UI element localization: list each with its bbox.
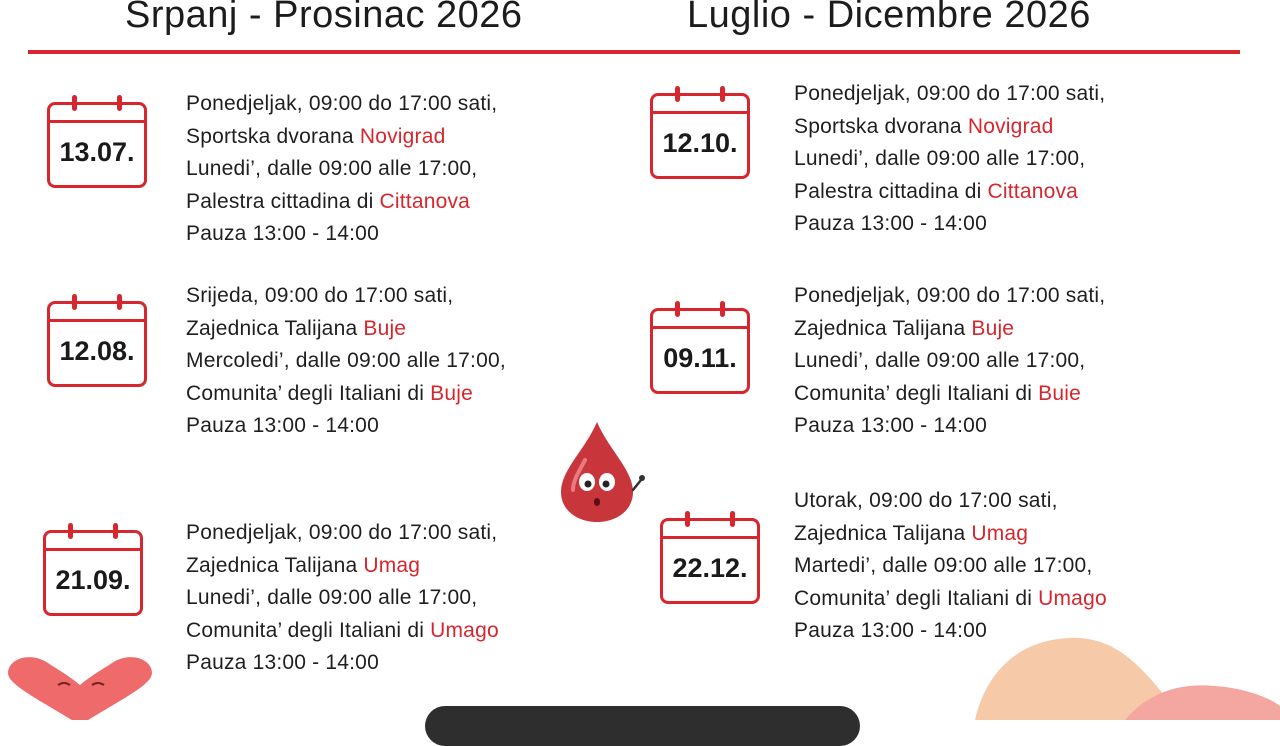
event-line: Lunedi’, dalle 09:00 alle 17:00, (794, 349, 1086, 373)
calendar-icon (47, 102, 147, 188)
event-details (794, 78, 1105, 241)
event-line: Lunedi’, dalle 09:00 alle 17:00, (186, 586, 478, 610)
event-city: Novigrad (359, 124, 446, 148)
event-line: Lunedi’, dalle 09:00 alle 17:00, (186, 157, 478, 181)
event-line: Martedi’, dalle 09:00 alle 17:00, (794, 554, 1093, 578)
event-line: Ponedjeljak, 09:00 do 17:00 sati, (186, 92, 498, 115)
event-city: Buje (971, 316, 1015, 340)
event-details (186, 88, 497, 251)
decorative-blob (975, 636, 1280, 720)
event-line: Comunita’ degli Italiani di Buie (794, 381, 1081, 405)
event-line: Sportska dvorana Novigrad (794, 114, 1054, 138)
bottom-banner (425, 706, 860, 746)
event-date: 21.09. (55, 565, 131, 595)
event-line: Comunita’ degli Italiani di Umago (186, 618, 499, 642)
event-line: Sportska dvorana Novigrad (186, 124, 446, 148)
event-city: Buje (430, 381, 473, 405)
calendar-icon (43, 530, 143, 616)
event-details (186, 280, 506, 443)
heading-italian: Luglio - Dicembre 2026 (687, 0, 1091, 36)
event-city: Buje (363, 316, 407, 340)
event-line: Comunita’ degli Italiani di Buje (186, 381, 473, 405)
event-line: Mercoledi’, dalle 09:00 alle 17:00, (186, 349, 506, 373)
event-line: Ponedjeljak, 09:00 do 17:00 sati, (186, 521, 498, 544)
event-date: 12.10. (662, 128, 738, 158)
event-date: 09.11. (663, 343, 737, 373)
event-line: Zajednica Talijana Umag (794, 521, 1029, 545)
event-line: Zajednica Talijana Buje (794, 316, 1015, 340)
event-city: Umago (1038, 586, 1107, 610)
event-details (186, 517, 499, 680)
event-city: Cittanova (379, 189, 471, 213)
event-line: Pauza 13:00 - 14:00 (794, 619, 987, 643)
event-line: Ponedjeljak, 09:00 do 17:00 sati, (794, 82, 1106, 105)
event-date: 22.12. (672, 553, 748, 583)
event-date: 12.08. (59, 336, 135, 366)
calendar-icon (650, 308, 750, 394)
event-details (794, 485, 1107, 648)
calendar-icon (650, 93, 750, 179)
event-line: Pauza 13:00 - 14:00 (186, 651, 379, 675)
event-line: Zajednica Talijana Buje (186, 316, 407, 340)
event-city: Umag (971, 521, 1029, 545)
blood-drop-mascot-icon (555, 420, 645, 525)
event-line: Ponedjeljak, 09:00 do 17:00 sati, (794, 284, 1106, 307)
event-line: Pauza 13:00 - 14:00 (186, 414, 379, 438)
header-divider (28, 50, 1240, 54)
event-line: Lunedi’, dalle 09:00 alle 17:00, (794, 147, 1086, 171)
event-line: Zajednica Talijana Umag (186, 553, 421, 577)
event-city: Novigrad (967, 114, 1054, 138)
event-date: 13.07. (59, 137, 135, 167)
event-line: Utorak, 09:00 do 17:00 sati, (794, 489, 1058, 512)
event-line: Palestra cittadina di Cittanova (794, 179, 1079, 203)
event-city: Cittanova (987, 179, 1079, 203)
event-line: Pauza 13:00 - 14:00 (186, 222, 379, 246)
event-line: Comunita’ degli Italiani di Umago (794, 586, 1107, 610)
event-city: Umag (363, 553, 421, 577)
event-city: Buie (1038, 381, 1081, 405)
event-line: Pauza 13:00 - 14:00 (794, 212, 987, 236)
event-line: Pauza 13:00 - 14:00 (794, 414, 987, 438)
heart-mascot-icon (0, 655, 160, 720)
event-details (794, 280, 1105, 443)
heading-croatian: Srpanj - Prosinac 2026 (125, 0, 523, 36)
calendar-icon (660, 518, 760, 604)
calendar-icon (47, 301, 147, 387)
event-city: Umago (430, 618, 499, 642)
event-line: Palestra cittadina di Cittanova (186, 189, 471, 213)
event-line: Srijeda, 09:00 do 17:00 sati, (186, 284, 454, 307)
